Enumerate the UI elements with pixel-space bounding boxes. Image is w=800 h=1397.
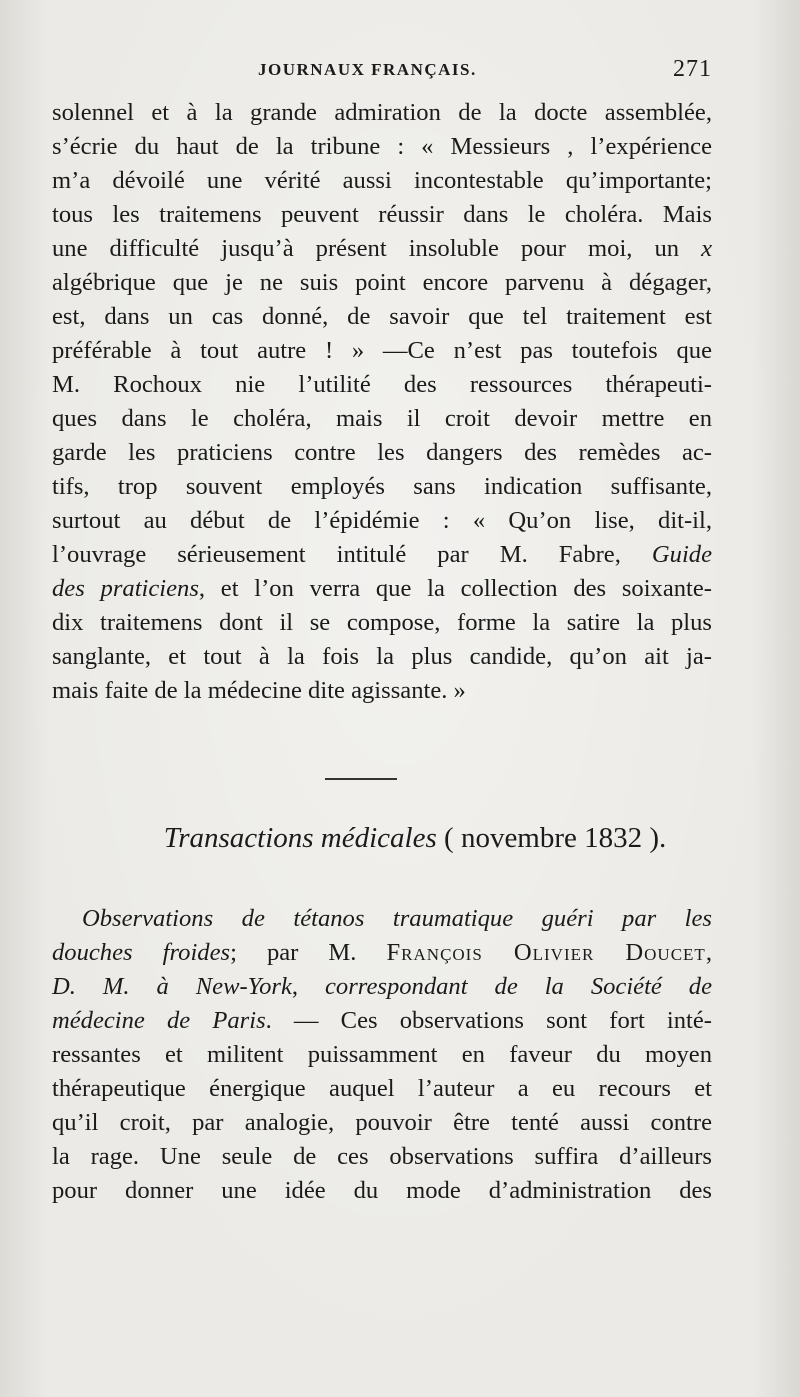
text-line: ques dans le choléra, mais il croit devoir mettre en <box>52 405 712 432</box>
text-line: s’écrie du haut de la tribune : « Messieurs , l’expérience <box>52 133 712 160</box>
text-line <box>52 572 712 606</box>
text-line: préférable à tout autre ! » —Ce n’est pas toutefois que <box>52 337 712 364</box>
text-line <box>52 936 712 970</box>
text-line: ressantes et militent puissamment en faveur du moyen <box>52 1041 712 1068</box>
text-line <box>52 538 712 572</box>
text-line: sanglante, et tout à la fois la plus candide, qu’on ait ja- <box>52 643 712 670</box>
text-line: mais faite de la médecine dite agissante. » <box>52 677 466 704</box>
text-fragment: ; par M. <box>230 939 357 966</box>
book-title: Guide <box>651 541 712 568</box>
text-line: qu’il croit, par analogie, pouvoir être tenté aussi contre <box>52 1109 712 1136</box>
book-title: des praticiens <box>52 575 199 602</box>
text-line: garde les praticiens contre les dangers des remèdes ac- <box>52 439 712 466</box>
article-title: douches froides <box>52 939 231 966</box>
author-affiliation: correspondant de la Société de <box>325 973 713 1000</box>
text-fragment: une difficulté jusqu’à présent insoluble pour moi, un <box>52 235 680 262</box>
text-line: pour donner une idée du mode d’administration des <box>52 1177 712 1204</box>
page-header <box>50 56 712 90</box>
text-line <box>52 970 712 1004</box>
text-line: est, dans un cas donné, de savoir que tel traitement est <box>52 303 712 330</box>
section-date: ( novembre 1832 ). <box>444 822 667 854</box>
text-line <box>52 1004 712 1038</box>
text-line: surtout au début de l’épidémie : « Qu’on lise, dit-il, <box>52 507 712 534</box>
author-name: François Olivier Doucet <box>386 939 706 966</box>
author-affiliation: D. M. à New-York <box>52 973 292 1000</box>
article-title: Observations de tétanos traumatique guéri par les <box>82 905 712 932</box>
text-line: m’a dévoilé une vérité aussi incontestable qu’importante; <box>52 167 712 194</box>
running-title: JOURNAUX FRANÇAIS. <box>258 60 477 79</box>
text-fragment: , et l’on verra que la collection des soixante- <box>198 575 712 602</box>
section-divider <box>325 778 397 780</box>
text-fragment: , <box>705 939 712 966</box>
text-line: thérapeutique énergique auquel l’auteur a eu recours et <box>52 1075 712 1102</box>
text-fragment: l’ouvrage sérieusement intitulé par M. Fabre, <box>52 541 621 568</box>
section-title: Transactions médicales <box>163 822 437 854</box>
text-line: tifs, trop souvent employés sans indication suffisante, <box>52 473 712 500</box>
text-line <box>52 232 712 266</box>
text-fragment: . — Ces observations sont fort inté- <box>265 1007 712 1034</box>
text-line: dix traitemens dont il se compose, forme la satire la plus <box>52 609 712 636</box>
text-line <box>82 902 712 936</box>
text-line: la rage. Une seule de ces observations suffira d’ailleurs <box>52 1143 712 1170</box>
section-heading <box>0 822 800 855</box>
text-fragment: , <box>291 973 299 1000</box>
text-line: solennel et à la grande admiration de la docte assemblée, <box>52 99 712 126</box>
page-number: 271 <box>673 56 712 82</box>
author-affiliation: médecine de Paris <box>52 1007 266 1034</box>
text-line: algébrique que je ne suis point encore parvenu à dégager, <box>52 269 712 296</box>
text-line: tous les traitemens peuvent réussir dans le choléra. Mais <box>52 201 712 228</box>
algebraic-x: x <box>701 235 712 262</box>
text-line: M. Rochoux nie l’utilité des ressources thérapeuti- <box>52 371 712 398</box>
